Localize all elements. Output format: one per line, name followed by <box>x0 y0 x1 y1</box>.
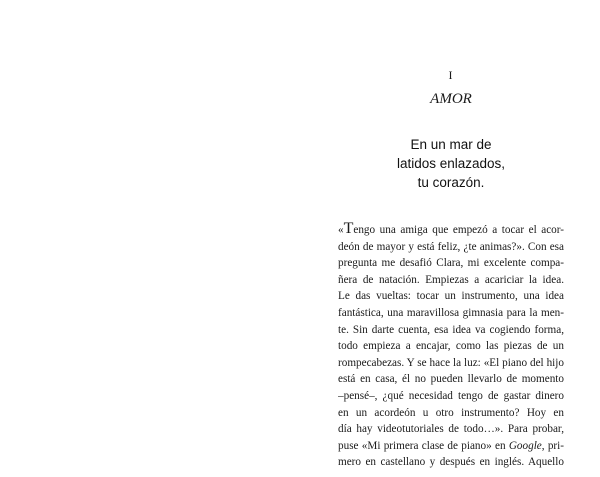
body-line: día hay videotutoriales de todo…». Para probar, <box>338 423 564 436</box>
body-line: deón de mayor y está feliz, ¿te animas?». Con esa <box>338 240 564 253</box>
body-line: en un acordeón u otro instrumento? Hoy en <box>338 406 564 419</box>
body-line: pregunta me desafió Clara, mi excelente compa- <box>338 257 564 270</box>
body-paragraph <box>338 222 564 471</box>
epigraph <box>338 135 564 192</box>
drop-letter: T <box>343 222 354 237</box>
epigraph-line: latidos enlazados, <box>396 156 506 171</box>
chapter-title: AMOR <box>430 91 472 107</box>
google-line-before: puse «Mi primera clase de piano» en <box>338 439 509 452</box>
google-italic: Google <box>508 439 542 452</box>
body-line: te. Sin darte cuenta, esa idea va cogiendo forma, <box>338 323 564 336</box>
body-line-last: mero en castellano y después en inglés. Aquello <box>338 456 564 469</box>
body-line: –pensé–, ¿qué necesidad tengo de gastar dinero <box>338 389 564 402</box>
body-line: fantástica, una maravillosa gimnasia para la men- <box>338 306 564 319</box>
epigraph-line: tu corazón. <box>417 175 485 190</box>
open-quote: « <box>338 224 344 236</box>
body-line: todo empieza a encajar, como las piezas de un <box>338 340 564 353</box>
body-line: ñera de natación. Empiezas a acariciar la idea. <box>338 273 564 286</box>
epigraph-line: En un mar de <box>410 137 492 152</box>
body-line-google <box>338 438 564 455</box>
first-line-text: engo una amiga que empezó a tocar el acor- <box>353 224 564 236</box>
body-line: está en casa, él no pueden llevarlo de momento <box>338 373 564 386</box>
right-page <box>338 0 564 477</box>
chapter-number: I <box>448 68 454 82</box>
google-line-after: , pri- <box>541 439 564 452</box>
body-line-first <box>338 222 564 239</box>
body-line: Le das vueltas: tocar un instrumento, una idea <box>338 290 564 303</box>
body-line: rompecabezas. Y se hace la luz: «El piano del hijo <box>338 356 564 369</box>
